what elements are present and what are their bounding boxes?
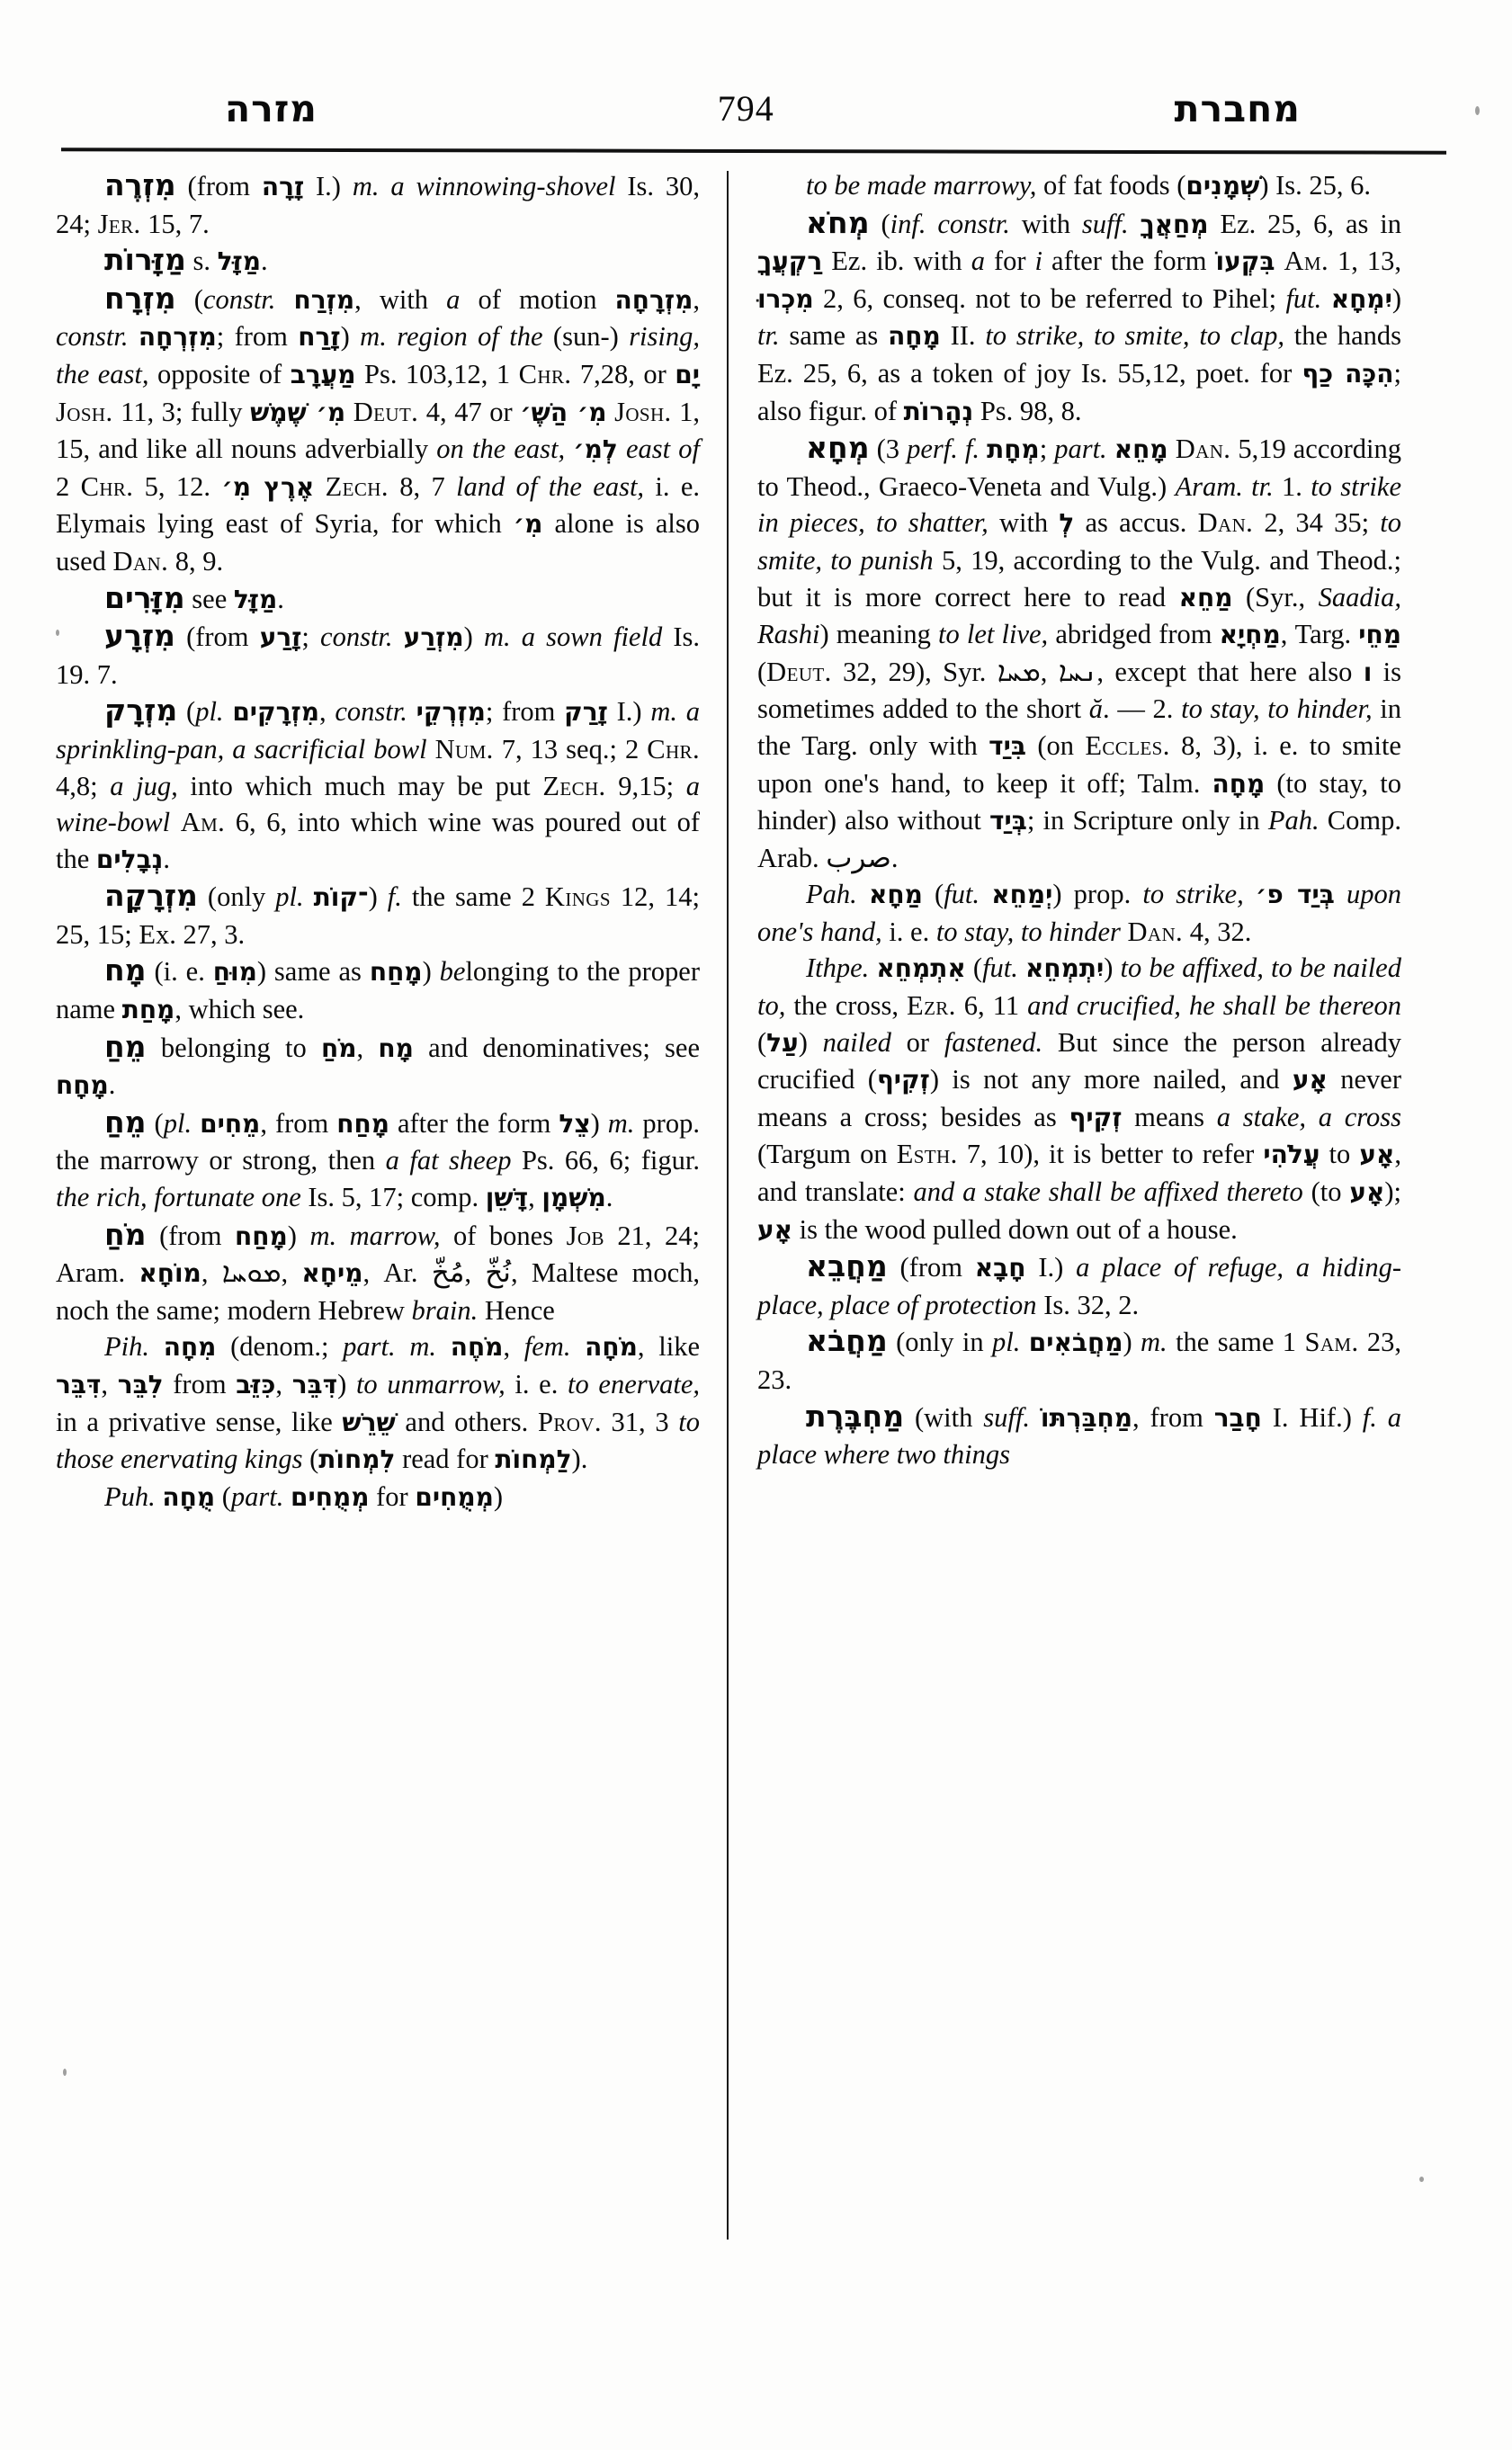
dictionary-entry: מֹחַ (from מָחַח) m. marrow, of bones Job 21, 24; Aram. מוֹחָא, ܡܘܚܐ, מֵיחָא, Ar. مُخّ, نُخّ, Maltese moch, noch the same; modern Hebrew brain. Hence <box>56 1216 701 1326</box>
dictionary-entry: מֵחַ belonging to מֹחַ, מָח and denominatives; see מָחָח. <box>56 1028 700 1101</box>
dictionary-entry: מִזְרָע (from זָרַע; constr. מִזְרַע) m. a sown field Is. 19. 7. <box>56 618 700 690</box>
dictionary-entry: Pah. מַחָא (fut. יְמַחֵא) prop. to strike, בְּיַד פ׳ upon one's hand, i. e. to stay, to hinder Dan. 4, 32. <box>757 879 1402 947</box>
scan-speck <box>1419 2177 1424 2182</box>
dictionary-entry: מִזְרָח (constr. מִזְרַח, with a of motion מִזְרָחָה, constr. מִזְרְחָה; from זָרַח) m. region of the (sun-) rising, the east, opposite of מַעֲרָב Ps. 103,12, 1 Chr. 7,28, or יָם Josh. 11, 3; fully מִ׳ שֶׁמֶשׁ Deut. 4, 47 or מִ׳ הַשֶּׁ׳ Josh. 1, 15, and like all nouns adverbially on the east, לְמִ׳ east of 2 Chr. 5, 12. אֶרֶץ מִ׳ Zech. 8, 7 land of the east, i. e. Elymais lying east of Syria, for which מִ׳ alone is also used Dan. 8, 9. <box>56 280 701 577</box>
dictionary-entry: מַחְבֶּרֶת (with suff. מַחְבַּרְתּוֹ, from חָבַר I. Hif.) f. a place where two things <box>757 1398 1401 1471</box>
dictionary-entry: מַחֲבֵא (from חָבָא I.) a place of refuge, a hiding-place, place of protection Is. 32, 2. <box>757 1248 1401 1320</box>
page-number: 794 <box>717 88 774 129</box>
left-column <box>56 167 721 1516</box>
right-column <box>721 167 1401 1516</box>
scan-speck <box>56 630 59 636</box>
scan-speck <box>63 2069 67 2076</box>
dictionary-entry: Ithpe. אִתְמְחֵא (fut. יִתְמְחֵא) to be affixed, to be nailed to, the cross, Ezr. 6, 11 and crucified, he shall be thereon (עַל) nailed or fastened. But since the person already crucified (זְקִיף) is not any more nailed, and אָע never means a cross; besides as זְקִיף means a stake, a cross (Targum on Esth. 7, 10), it is better to refer עֲלֹהִי to אָע, and translate: and a stake shall be affixed thereto (to אָע); אָע is the wood pulled down out of a house. <box>757 952 1402 1245</box>
dictionary-entry: Pih. מִחָה (denom.; part. m. מֹחֶה, fem. מֹחָה, like דִּבֵּר, לִבֵּר from כִּזֵּב, דִּבֵּר) to unmarrow, i. e. to enervate, in a privative sense, like שֵׁרֵשׁ and others. Prov. 31, 3 to those enervating kings (לִמְחוֹת read for לַמְחוֹת). <box>56 1331 701 1475</box>
running-head-right-word: מחברת <box>1174 87 1301 130</box>
dictionary-entry: Puh. מֻחָה (part. מְמֻחִים for מְמֻחִים) <box>104 1480 504 1512</box>
dictionary-entry: מַזָּרוֹת s. מַזָּל. <box>104 242 268 278</box>
header-rule <box>61 148 1446 154</box>
dictionary-entry: מִזְרָק (pl. מִזְרָקִים, constr. מִזְרְקֵי; from זָרַק I.) m. a sprinkling-pan, a sacrificial bowl Num. 7, 13 seq.; 2 Chr. 4,8; a jug, into which much may be put Zech. 9,15; a wine-bowl Am. 6, 6, into which wine was poured out of the נְבָלִים. <box>56 693 701 874</box>
running-head <box>99 65 1413 128</box>
dictionary-entry: to be made marrowy, of fat foods (שְׁמָנִים) Is. 25, 6. <box>806 170 1372 201</box>
running-head-left-word: מזרה <box>225 87 318 130</box>
dictionary-entry: מִזְרָקָה (only pl. ־קוֹת) f. the same 2 Kings 12, 14; 25, 15; Ex. 27, 3. <box>56 878 700 950</box>
dictionary-entry: מְחָא (3 perf. f. מְחָת; part. מָחֵא Dan. 5,19 according to Theod., Graeco-Veneta and Vulg.) Aram. tr. 1. to strike in pieces, to shatter, with לְ as accus. Dan. 2, 34 35; to smite, to punish 5, 19, according to the Vulg. and Theod.; but it is more correct here to read מַחֵא (Syr., Saadia, Rashi) meaning to let live, abridged from מַחְיָא, Targ. מַחֵי (Deut. 32, 29), Syr. ܡܚܐ, ܢܚܐ, except that here also ו is sometimes added to the short ă. — 2. to stay, to hinder, in the Targ. only with בִּיַד (on Eccles. 8, 3), i. e. to smite upon one's hand, to keep it off; Talm. מָחָה (to stay, to hinder) also without בְּיַד; in Scripture only in Pah. Comp. Arab. صرب. <box>757 430 1402 874</box>
dictionary-entry: מָח (i. e. מִוּחַ) same as מָחַח) belonging to the proper name מָחַת, which see. <box>56 952 700 1025</box>
dictionary-entry: מֵחַ (pl. מֵחִים, from מָחַח after the form צֵל) m. prop. the marrowy or strong, then a fat sheep Ps. 66, 6; figur. the rich, fortunate one Is. 5, 17; comp. דָּשֵׁן, מִשְׁמָן. <box>56 1104 700 1213</box>
text-columns <box>56 167 1455 1516</box>
dictionary-entry: מְחֹא (inf. constr. with suff. מְחַאֲךָ Ez. 25, 6, as in רַקְעֲךָ Ez. ib. with a for i after the form בִּקְעוֹ Am. 1, 13, מִכְרוּ 2, 6, conseq. not to be referred to Pihel; fut. יִמְחָא) tr. same as מָחָה II. to strike, to smite, to clap, the hands Ez. 25, 6, as a token of joy Is. 55,12, poet. for הִכָּה כַף; also figur. of נְהָרוֹת Ps. 98, 8. <box>757 204 1402 426</box>
scan-speck <box>1475 106 1480 115</box>
dictionary-entry: מַחֲבֹא (only in pl. מַחֲבֹאִים) m. the same 1 Sam. 23, 23. <box>757 1323 1402 1395</box>
dictionary-entry: מִזָּרִים see מַזָּל. <box>104 579 284 615</box>
dictionary-entry: מִזְרֶה (from זָרָה I.) m. a winnowing-shovel Is. 30, 24; Jer. 15, 7. <box>56 167 700 239</box>
